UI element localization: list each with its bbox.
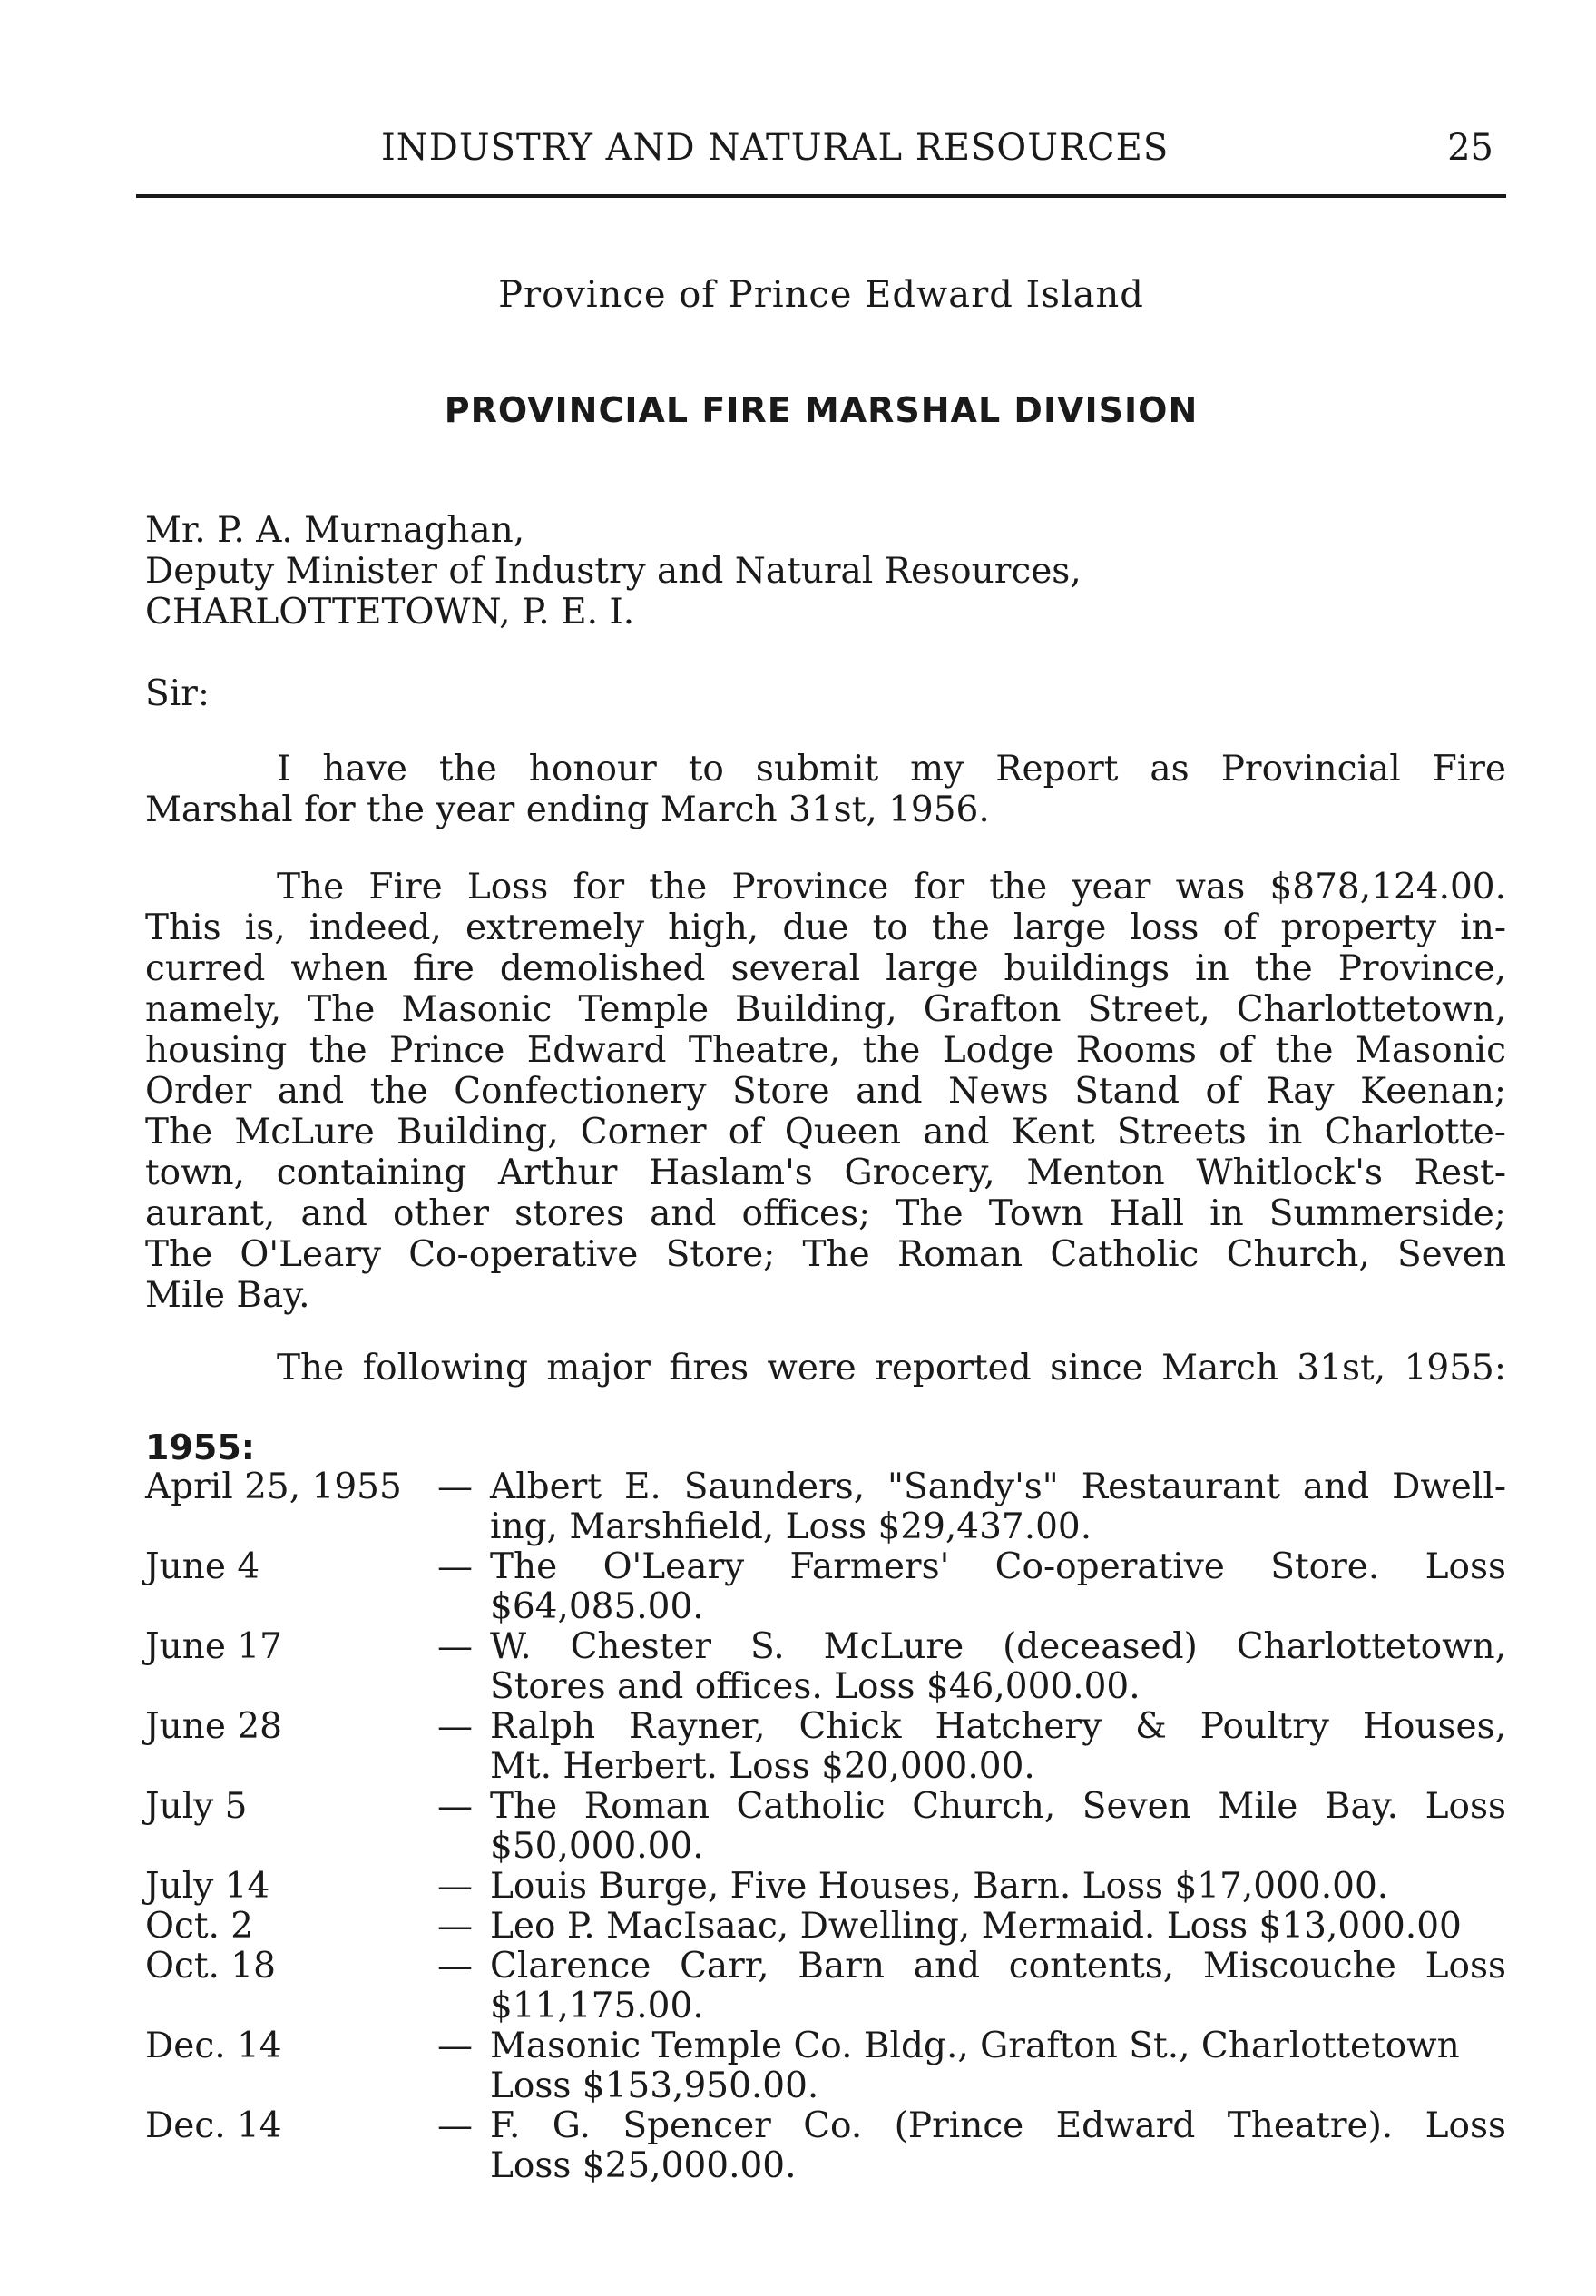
address-line: Mr. P. A. Murnaghan, [145, 510, 525, 551]
fire-line: Loss $25,000.00. [490, 2145, 797, 2186]
fire-description [490, 1867, 1506, 1907]
paragraph-line: This is, indeed, extremely high, due to the large loss of property in- [145, 908, 1506, 948]
fire-line: Mt. Herbert. Loss $20,000.00. [490, 1746, 1035, 1787]
list-item [145, 1467, 1506, 1547]
fire-dash: — [437, 1866, 473, 1907]
list-item [145, 1707, 1506, 1787]
fire-dash: — [437, 1906, 473, 1947]
paragraph-line: The following major fires were reported since March 31st, 1955: [277, 1348, 1506, 1388]
fire-dash: — [437, 1546, 473, 1587]
fire-line: $11,175.00. [490, 1986, 704, 2026]
paragraph-line: aurant, and other stores and offices; The Town Hall in Summerside; [145, 1193, 1506, 1234]
paragraph-line: Mile Bay. [145, 1275, 310, 1316]
fire-date: Oct. 18 [145, 1946, 276, 1987]
list-item [145, 1627, 1506, 1707]
fire-date: April 25, 1955 [145, 1467, 402, 1507]
fire-line: Clarence Carr, Barn and contents, Miscouche Loss [490, 1946, 1506, 1987]
address-block [145, 510, 1506, 633]
fire-date: June 4 [145, 1546, 260, 1587]
list-item [145, 1787, 1506, 1867]
salutation-text: Sir: [145, 673, 210, 714]
paragraph-line: The Fire Loss for the Province for the year was $878,124.00. [277, 867, 1506, 908]
fire-line: W. Chester S. McLure (deceased) Charlottetown, [490, 1626, 1506, 1667]
fire-description [490, 1707, 1506, 1787]
fire-dash: — [437, 1786, 473, 1827]
division-heading: PROVINCIAL FIRE MARSHAL DIVISION [444, 390, 1199, 430]
fire-dash: — [437, 1706, 473, 1747]
fire-dash: — [437, 1467, 473, 1507]
fire-date: July 14 [145, 1866, 270, 1907]
fire-description [490, 1547, 1506, 1627]
fire-line: The Roman Catholic Church, Seven Mile Bay. Loss [490, 1786, 1506, 1827]
fire-date: Dec. 14 [145, 2105, 282, 2146]
fire-list [145, 1467, 1506, 2186]
fire-dash: — [437, 1946, 473, 1987]
fire-dash: — [437, 2026, 473, 2066]
fire-description [490, 1787, 1506, 1867]
fire-line: Leo P. MacIsaac, Dwelling, Mermaid. Loss $13,000.00 [490, 1906, 1462, 1947]
fire-line: $64,085.00. [490, 1586, 704, 1627]
running-title: INDUSTRY AND NATURAL RESOURCES [381, 127, 1170, 169]
paragraph-line: town, containing Arthur Haslam's Grocery, Menton Whitlock's Rest- [145, 1153, 1506, 1193]
fire-line: Ralph Rayner, Chick Hatchery & Poultry Houses, [490, 1706, 1506, 1747]
paragraph-intro-list [145, 1348, 1506, 1388]
fire-description [490, 2026, 1506, 2106]
fire-dash: — [437, 1626, 473, 1667]
fire-date: July 5 [145, 1786, 248, 1827]
fire-description [490, 1627, 1506, 1707]
fire-line: Louis Burge, Five Houses, Barn. Loss $17,000.00. [490, 1866, 1389, 1907]
paragraph-report [145, 749, 1506, 830]
paragraph-line: The McLure Building, Corner of Queen and Kent Streets in Charlotte- [145, 1112, 1506, 1153]
paragraph-fire-loss [145, 867, 1506, 1316]
list-item [145, 1867, 1506, 1907]
fire-line: ing, Marshfield, Loss $29,437.00. [490, 1506, 1092, 1547]
paragraph-line: housing the Prince Edward Theatre, the Lodge Rooms of the Masonic [145, 1030, 1506, 1071]
list-item [145, 1547, 1506, 1627]
year-heading: 1955: [145, 1428, 255, 1467]
list-item [145, 2026, 1506, 2106]
list-item [145, 1947, 1506, 2026]
paragraph-line: namely, The Masonic Temple Building, Grafton Street, Charlottetown, [145, 989, 1506, 1030]
fire-dash: — [437, 2105, 473, 2146]
fire-date: June 17 [145, 1626, 282, 1667]
fire-date: June 28 [145, 1706, 282, 1747]
salutation [145, 673, 1506, 714]
province-heading: Province of Prince Edward Island [498, 274, 1144, 316]
fire-line: Masonic Temple Co. Bldg., Grafton St., Charlottetown [490, 2026, 1460, 2066]
address-line: CHARLOTTETOWN, P. E. I. [145, 592, 635, 633]
list-item [145, 2106, 1506, 2186]
page-number: 25 [1447, 127, 1493, 169]
paragraph-line: I have the honour to submit my Report as Provincial Fire [277, 749, 1506, 790]
fire-line: Albert E. Saunders, "Sandy's" Restaurant and Dwell- [490, 1467, 1506, 1507]
running-head [136, 127, 1506, 172]
fire-line: Loss $153,950.00. [490, 2065, 819, 2106]
fire-description [490, 1907, 1506, 1947]
fire-line: Stores and offices. Loss $46,000.00. [490, 1666, 1141, 1707]
paragraph-line: Marshal for the year ending March 31st, 1956. [145, 790, 990, 830]
fire-description [490, 2106, 1506, 2186]
fire-date: Dec. 14 [145, 2026, 282, 2066]
header-rule [136, 194, 1506, 198]
address-line: Deputy Minister of Industry and Natural Resources, [145, 551, 1082, 592]
fire-description [490, 1947, 1506, 2026]
fire-line: The O'Leary Farmers' Co-operative Store. Loss [490, 1546, 1506, 1587]
paragraph-line: curred when fire demolished several large buildings in the Province, [145, 948, 1506, 989]
paragraph-line: The O'Leary Co-operative Store; The Roman Catholic Church, Seven [145, 1234, 1506, 1275]
fire-line: $50,000.00. [490, 1826, 704, 1867]
fire-date: Oct. 2 [145, 1906, 254, 1947]
fire-description [490, 1467, 1506, 1547]
list-item [145, 1907, 1506, 1947]
fire-line: F. G. Spencer Co. (Prince Edward Theatre). Loss [490, 2105, 1506, 2146]
paragraph-line: Order and the Confectionery Store and News Stand of Ray Keenan; [145, 1071, 1506, 1112]
